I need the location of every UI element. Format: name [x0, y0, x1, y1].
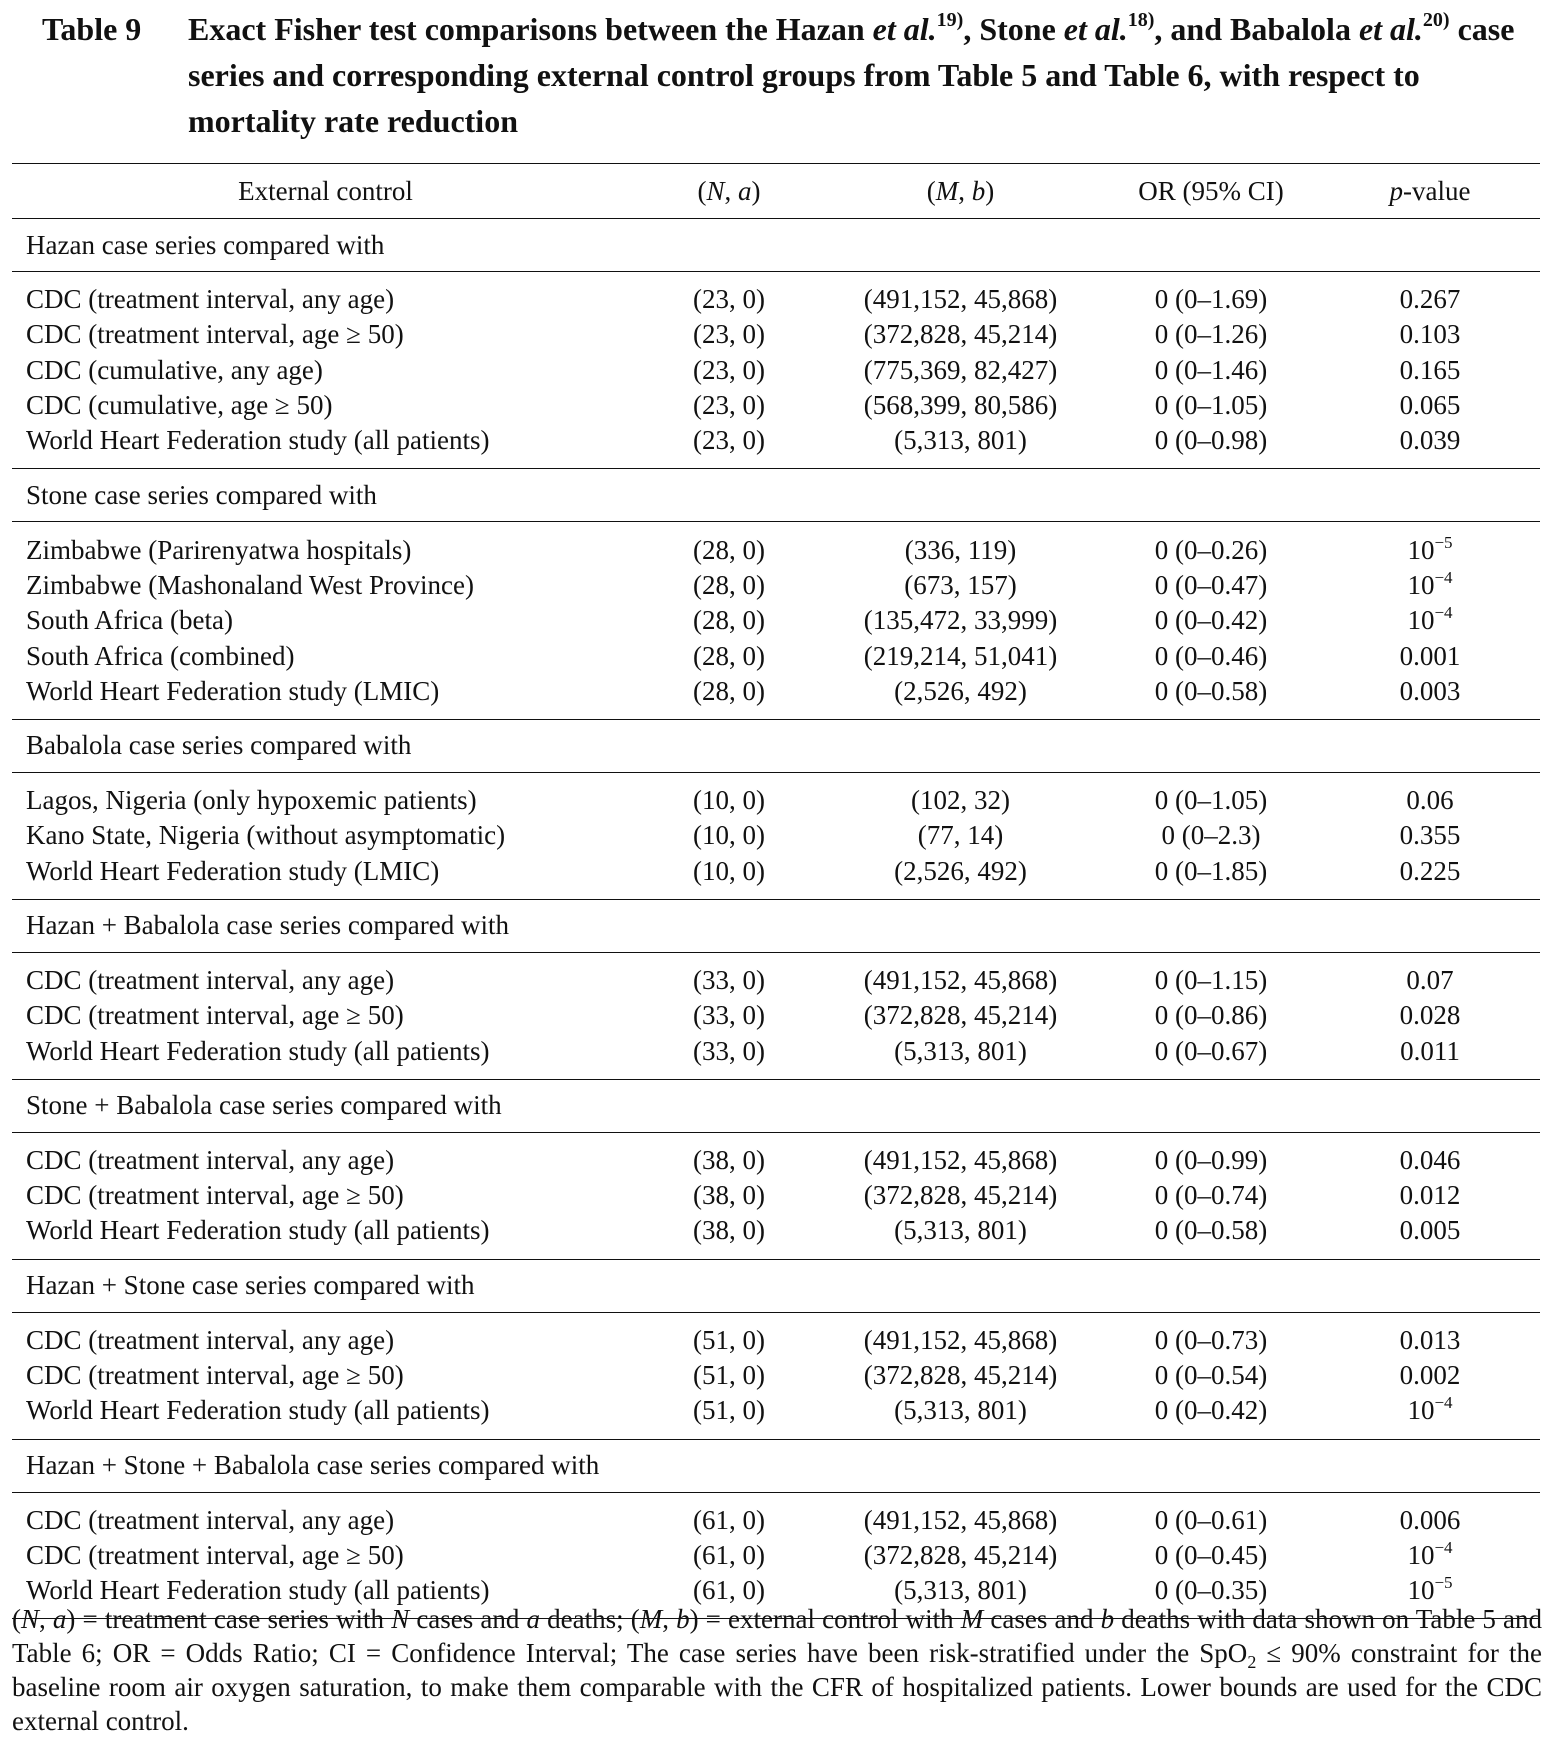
external-control-cell: CDC (treatment interval, any age)	[26, 1144, 395, 1175]
external-control-cell: Zimbabwe (Mashonaland West Province)	[26, 569, 474, 600]
p-value-base: 0.165	[1399, 354, 1461, 385]
p-value-cell	[1320, 674, 1540, 720]
n-a-cell: (23, 0)	[693, 284, 765, 315]
or-ci-cell: 0 (0–1.05)	[1154, 785, 1268, 816]
p-value-cell	[1320, 854, 1540, 900]
m-b-cell: (5,313, 801)	[819, 1033, 1102, 1079]
header-external-control: External control	[12, 164, 639, 219]
m-b-cell: (491,152, 45,868)	[863, 1324, 1058, 1355]
n-a-cell: (23, 0)	[693, 390, 765, 421]
p-value-cell	[1320, 952, 1540, 998]
m-b-cell: (135,472, 33,999)	[863, 605, 1058, 636]
p-value-base: 0.006	[1399, 1504, 1461, 1535]
external-control-cell: World Heart Federation study (all patients)	[12, 1213, 639, 1259]
group-header-row	[12, 899, 1540, 952]
table-row	[12, 952, 1540, 998]
group-title: Hazan + Stone case series compared with	[12, 1259, 1540, 1312]
p-value-base: 10	[1407, 605, 1435, 636]
or-ci-cell: 0 (0–1.05)	[1154, 390, 1268, 421]
m-b-cell: (491,152, 45,868)	[863, 1504, 1058, 1535]
table-row	[12, 674, 1540, 720]
external-control-cell: World Heart Federation study (LMIC)	[12, 854, 639, 900]
p-value-base: 10	[1407, 1539, 1435, 1570]
n-a-cell: (51, 0)	[693, 1324, 765, 1355]
header-or-ci: OR (95% CI)	[1102, 164, 1320, 219]
table-row	[12, 388, 1540, 423]
table-row	[12, 603, 1540, 638]
table-row	[12, 854, 1540, 900]
header-n-a: (N, a)	[639, 164, 819, 219]
p-value-base: 0.002	[1399, 1360, 1461, 1391]
table-footnote: (N, a) = treatment case series with N cases and a deaths; (M, b) = external control with M cases and b deaths with data shown on Table 5 and Table 6; OR = Odds Ratio; CI = Confidence Interval; The case series have been risk-stratified under the SpO$_2$ ≤ 90% constraint for the baseline room air oxygen saturation, to make them comparable with the CFR of hospitalized patients. Lower bounds are used for the CDC external control.	[12, 1604, 1543, 1736]
m-b-cell: (5,313, 801)	[819, 423, 1102, 469]
table-row	[12, 1178, 1540, 1213]
table-row	[12, 1393, 1540, 1439]
p-value-cell	[1320, 1132, 1540, 1178]
n-a-cell: (23, 0)	[693, 354, 765, 385]
p-value-cell	[1320, 1538, 1540, 1573]
n-a-cell: (28, 0)	[693, 534, 765, 565]
or-ci-cell: 0 (0–0.58)	[1102, 674, 1320, 720]
p-value-exponent: −4	[1434, 1537, 1453, 1557]
group-header-row	[12, 719, 1540, 772]
m-b-cell: (2,526, 492)	[819, 674, 1102, 720]
or-ci-cell: 0 (0–0.61)	[1154, 1504, 1268, 1535]
m-b-cell: (568,399, 80,586)	[863, 390, 1058, 421]
table-row	[12, 272, 1540, 318]
p-value-base: 0.046	[1399, 1144, 1461, 1175]
external-control-cell: Lagos, Nigeria (only hypoxemic patients)	[26, 785, 477, 816]
table-row	[12, 998, 1540, 1033]
external-control-cell: World Heart Federation study (LMIC)	[12, 674, 639, 720]
external-control-cell: CDC (treatment interval, age ≥ 50)	[26, 1360, 404, 1391]
p-value-base: 10	[1407, 1575, 1435, 1606]
m-b-cell: (775,369, 82,427)	[863, 354, 1058, 385]
p-value-base: 0.065	[1399, 390, 1461, 421]
external-control-cell: World Heart Federation study (all patients)	[12, 1033, 639, 1079]
table-row	[12, 1033, 1540, 1079]
m-b-cell: (491,152, 45,868)	[863, 284, 1058, 315]
p-value-base: 0.07	[1406, 965, 1454, 995]
or-ci-cell: 0 (0–0.26)	[1154, 534, 1268, 565]
m-b-cell: (372,828, 45,214)	[863, 319, 1058, 350]
group-header-row	[12, 1259, 1540, 1312]
p-value-base: 0.225	[1399, 855, 1461, 886]
n-a-cell: (28, 0)	[639, 674, 819, 720]
n-a-cell: (10, 0)	[693, 785, 765, 816]
p-value-cell	[1320, 1393, 1540, 1439]
or-ci-cell: 0 (0–0.74)	[1154, 1180, 1268, 1211]
external-control-cell: World Heart Federation study (all patients)	[26, 1575, 490, 1606]
m-b-cell: (372,828, 45,214)	[863, 1539, 1058, 1570]
group-title: Hazan case series compared with	[12, 219, 1540, 272]
m-b-cell: (5,313, 801)	[819, 1213, 1102, 1259]
external-control-cell: Zimbabwe (Parirenyatwa hospitals)	[26, 534, 412, 565]
n-a-cell: (23, 0)	[639, 423, 819, 469]
or-ci-cell: 0 (0–0.67)	[1102, 1033, 1320, 1079]
p-value-exponent: −4	[1434, 603, 1453, 623]
n-a-cell: (23, 0)	[693, 319, 765, 350]
table-caption	[42, 6, 1522, 144]
table-row	[12, 1312, 1540, 1358]
p-value-cell	[1320, 772, 1540, 818]
p-value-cell	[1320, 1312, 1540, 1358]
m-b-cell: (372,828, 45,214)	[863, 1360, 1058, 1391]
p-value-base: 0.012	[1399, 1180, 1461, 1211]
or-ci-cell: 0 (0–0.73)	[1154, 1324, 1268, 1355]
or-ci-cell: 0 (0–2.3)	[1161, 820, 1261, 851]
p-value-cell	[1320, 638, 1540, 673]
table-row	[12, 1358, 1540, 1393]
n-a-cell: (38, 0)	[693, 1180, 765, 1211]
results-table-wrapper	[12, 163, 1540, 1619]
p-value-base: 0.005	[1399, 1215, 1461, 1246]
group-title: Stone + Babalola case series compared with	[12, 1079, 1540, 1132]
n-a-cell: (28, 0)	[693, 605, 765, 636]
table-row	[12, 522, 1540, 568]
header-m-b: (M, b)	[819, 164, 1102, 219]
p-value-base: 10	[1407, 534, 1435, 565]
or-ci-cell: 0 (0–0.42)	[1102, 1393, 1320, 1439]
p-value-exponent: −4	[1434, 567, 1453, 587]
table-row	[12, 423, 1540, 469]
results-table	[12, 163, 1540, 1619]
external-control-cell: CDC (treatment interval, age ≥ 50)	[26, 1000, 404, 1031]
or-ci-cell: 0 (0–0.86)	[1154, 1000, 1268, 1031]
group-header-row	[12, 469, 1540, 522]
m-b-cell: (673, 157)	[904, 569, 1017, 600]
table-row	[12, 1213, 1540, 1259]
p-value-cell	[1320, 388, 1540, 423]
table-body	[12, 219, 1540, 1619]
or-ci-cell: 0 (0–0.99)	[1154, 1144, 1268, 1175]
n-a-cell: (51, 0)	[639, 1393, 819, 1439]
p-value-cell	[1320, 1213, 1540, 1259]
n-a-cell: (61, 0)	[693, 1575, 765, 1606]
table-row	[12, 353, 1540, 388]
p-value-base: 0.003	[1399, 675, 1461, 706]
n-a-cell: (10, 0)	[693, 820, 765, 851]
p-value-cell	[1320, 1358, 1540, 1393]
external-control-cell: Kano State, Nigeria (without asymptomatic)	[26, 820, 506, 851]
m-b-cell: (102, 32)	[911, 785, 1010, 816]
p-value-base: 0.355	[1399, 820, 1461, 851]
p-value-cell	[1320, 818, 1540, 853]
external-control-cell: CDC (treatment interval, any age)	[26, 284, 395, 315]
table-header-row	[12, 164, 1540, 219]
table-label: Table 9	[42, 11, 142, 47]
or-ci-cell: 0 (0–0.45)	[1154, 1539, 1268, 1570]
n-a-cell: (28, 0)	[693, 569, 765, 600]
m-b-cell: (336, 119)	[904, 534, 1017, 565]
p-value-base: 0.001	[1399, 640, 1461, 671]
n-a-cell: (51, 0)	[693, 1360, 765, 1391]
or-ci-cell: 0 (0–0.42)	[1154, 605, 1268, 636]
m-b-cell: (5,313, 801)	[894, 1575, 1027, 1606]
p-value-cell	[1320, 1492, 1540, 1538]
p-value-base: 0.013	[1399, 1324, 1461, 1355]
external-control-cell: CDC (treatment interval, any age)	[26, 1504, 395, 1535]
n-a-cell: (10, 0)	[639, 854, 819, 900]
p-value-cell	[1320, 1178, 1540, 1213]
n-a-cell: (28, 0)	[693, 640, 765, 671]
p-value-base: 0.039	[1399, 425, 1461, 456]
p-value-base: 0.06	[1406, 785, 1454, 816]
external-control-cell: CDC (treatment interval, any age)	[26, 965, 395, 995]
or-ci-cell: 0 (0–1.46)	[1154, 354, 1268, 385]
m-b-cell: (372,828, 45,214)	[863, 1000, 1058, 1031]
external-control-cell: CDC (treatment interval, any age)	[26, 1324, 395, 1355]
p-value-cell	[1320, 353, 1540, 388]
m-b-cell: (5,313, 801)	[819, 1393, 1102, 1439]
p-value-exponent: −4	[1434, 1393, 1453, 1413]
p-value-cell	[1320, 568, 1540, 603]
m-b-cell: (2,526, 492)	[819, 854, 1102, 900]
group-title: Stone case series compared with	[12, 469, 1540, 522]
external-control-cell: World Heart Federation study (all patients)	[12, 1393, 639, 1439]
external-control-cell: World Heart Federation study (all patients)	[12, 423, 639, 469]
or-ci-cell: 0 (0–0.98)	[1102, 423, 1320, 469]
table-row	[12, 1538, 1540, 1573]
table-row	[12, 638, 1540, 673]
or-ci-cell: 0 (0–0.35)	[1154, 1575, 1268, 1606]
table-title: Exact Fisher test comparisons between the Hazan et al.$^{19)}$, Stone et al.$^{18)}$, and Babalola et al.$^{20)}$ case series and corresponding external control groups from Table 5 and Table 6, with respect to mortality rate reduction	[188, 9, 1515, 139]
n-a-cell: (33, 0)	[639, 1033, 819, 1079]
table-row	[12, 1492, 1540, 1538]
p-value-exponent: −5	[1434, 532, 1453, 552]
or-ci-cell: 0 (0–0.58)	[1102, 1213, 1320, 1259]
table-row	[12, 568, 1540, 603]
p-value-cell	[1320, 603, 1540, 638]
p-value-cell	[1320, 317, 1540, 352]
group-title: Hazan + Babalola case series compared with	[12, 899, 1540, 952]
n-a-cell: (33, 0)	[693, 1000, 765, 1031]
group-header-row	[12, 1439, 1540, 1492]
p-value-base: 10	[1407, 569, 1435, 600]
p-value-cell	[1320, 423, 1540, 469]
n-a-cell: (38, 0)	[693, 1144, 765, 1175]
p-value-cell	[1320, 998, 1540, 1033]
n-a-cell: (33, 0)	[693, 965, 765, 995]
or-ci-cell: 0 (0–1.26)	[1154, 319, 1268, 350]
group-title: Hazan + Stone + Babalola case series compared with	[12, 1439, 1540, 1492]
or-ci-cell: 0 (0–1.15)	[1154, 965, 1268, 995]
external-control-cell: CDC (cumulative, any age)	[26, 354, 323, 385]
table-row	[12, 317, 1540, 352]
header-p-value: p-value	[1320, 164, 1540, 219]
external-control-cell: CDC (cumulative, age ≥ 50)	[26, 390, 333, 421]
p-value-base: 0.011	[1400, 1035, 1460, 1066]
m-b-cell: (77, 14)	[917, 820, 1004, 851]
external-control-cell: CDC (treatment interval, age ≥ 50)	[26, 319, 404, 350]
p-value-cell	[1320, 522, 1540, 568]
n-a-cell: (61, 0)	[693, 1539, 765, 1570]
m-b-cell: (219,214, 51,041)	[863, 640, 1058, 671]
or-ci-cell: 0 (0–0.54)	[1154, 1360, 1268, 1391]
or-ci-cell: 0 (0–0.47)	[1154, 569, 1268, 600]
p-value-base: 0.028	[1399, 1000, 1461, 1031]
p-value-exponent: −5	[1434, 1573, 1453, 1593]
p-value-base: 10	[1407, 1395, 1435, 1426]
external-control-cell: CDC (treatment interval, age ≥ 50)	[26, 1539, 404, 1570]
p-value-cell	[1320, 1033, 1540, 1079]
n-a-cell: (61, 0)	[693, 1504, 765, 1535]
m-b-cell: (491,152, 45,868)	[863, 965, 1058, 995]
external-control-cell: South Africa (beta)	[26, 605, 233, 636]
external-control-cell: South Africa (combined)	[26, 640, 295, 671]
group-title: Babalola case series compared with	[12, 719, 1540, 772]
table-row	[12, 818, 1540, 853]
group-header-row	[12, 1079, 1540, 1132]
n-a-cell: (38, 0)	[639, 1213, 819, 1259]
external-control-cell: CDC (treatment interval, age ≥ 50)	[26, 1180, 404, 1211]
or-ci-cell: 0 (0–0.46)	[1154, 640, 1268, 671]
table-row	[12, 772, 1540, 818]
table-row	[12, 1132, 1540, 1178]
p-value-base: 0.103	[1399, 319, 1461, 350]
group-header-row	[12, 219, 1540, 272]
or-ci-cell: 0 (0–1.69)	[1154, 284, 1268, 315]
or-ci-cell: 0 (0–1.85)	[1102, 854, 1320, 900]
p-value-cell	[1320, 272, 1540, 318]
p-value-base: 0.267	[1399, 284, 1461, 315]
m-b-cell: (372,828, 45,214)	[863, 1180, 1058, 1211]
m-b-cell: (491,152, 45,868)	[863, 1144, 1058, 1175]
